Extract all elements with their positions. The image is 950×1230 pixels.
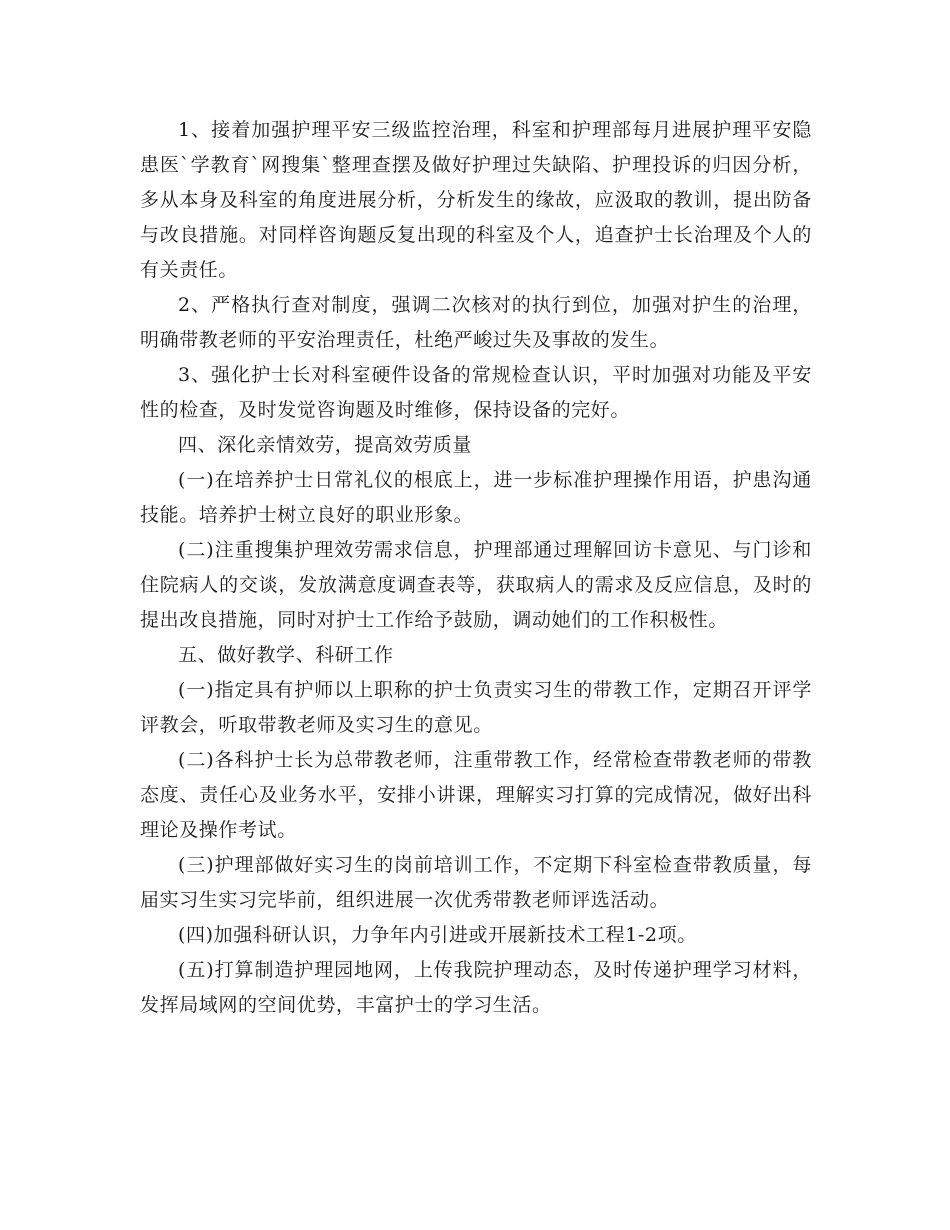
paragraph-sub-1: (一)在培养护士日常礼仪的根底上，进一步标准护理操作用语，护患沟通技能。培养护士树立良好的职业形象。 [140, 469, 812, 526]
section-heading-4: 四、深化亲情效劳，提高效劳质量 [178, 434, 473, 456]
paragraph-item-2: 2、严格执行查对制度，强调二次核对的执行到位，加强对护生的治理，明确带教老师的平安治理责任，杜绝严峻过失及事故的发生。 [140, 294, 812, 351]
paragraph-item-3: 3、强化护士长对科室硬件设备的常规检查认识，平时加强对功能及平安性的检查，及时发觉咨询题及时维修，保持设备的完好。 [140, 364, 812, 421]
paragraph-sub-3b: (三)护理部做好实习生的岗前培训工作，不定期下科室检查带教质量，每届实习生实习完毕前，组织进展一次优秀带教老师评选活动。 [140, 854, 812, 911]
paragraph-sub-2b: (二)各科护士长为总带教老师，注重带教工作，经常检查带教老师的带教态度、责任心及业务水平，安排小讲课，理解实习打算的完成情况，做好出科理论及操作考试。 [140, 749, 812, 841]
section-heading-5: 五、做好教学、科研工作 [178, 644, 394, 666]
paragraph-sub-1b: (一)指定具有护师以上职称的护士负责实习生的带教工作，定期召开评学评教会，听取带教老师及实习生的意见。 [140, 679, 812, 736]
document-body [140, 113, 812, 1023]
paragraph-sub-5b: (五)打算制造护理园地网，上传我院护理动态，及时传递护理学习材料，发挥局域网的空间优势，丰富护士的学习生活。 [140, 959, 812, 1016]
paragraph-sub-4b: (四)加强科研认识，力争年内引进或开展新技术工程1-2项。 [178, 924, 697, 946]
paragraph-item-1: 1、接着加强护理平安三级监控治理，科室和护理部每月进展护理平安隐患医`学教育`网搜集`整理查摆及做好护理过失缺陷、护理投诉的归因分析，多从本身及科室的角度进展分析，分析发生的缘故，应汲取的教训，提出防备与改良措施。对同样咨询题反复出现的科室及个人，追查护士长治理及个人的有关责任。 [140, 119, 812, 281]
paragraph-sub-2: (二)注重搜集护理效劳需求信息，护理部通过理解回访卡意见、与门诊和住院病人的交谈，发放满意度调查表等，获取病人的需求及反应信息，及时的提出改良措施，同时对护士工作给予鼓励，调动她们的工作积极性。 [140, 539, 812, 631]
